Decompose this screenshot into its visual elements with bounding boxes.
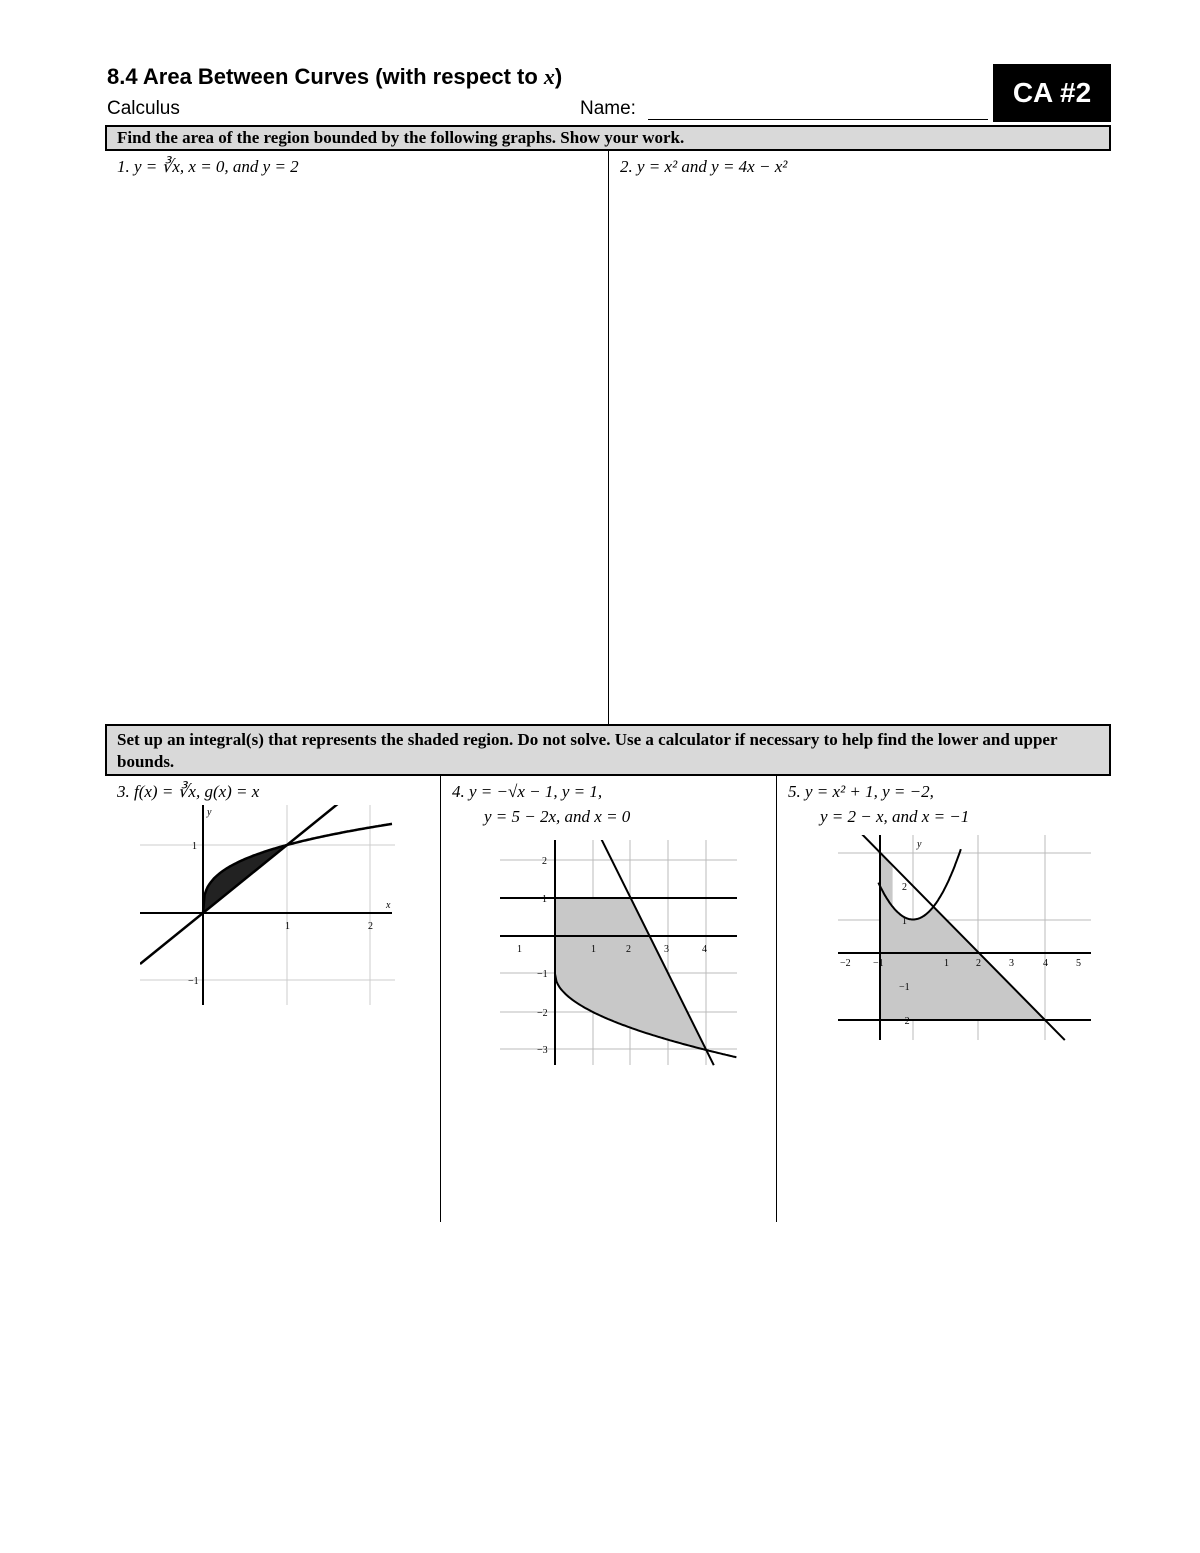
graph-5-ytick: 1 (902, 916, 907, 927)
graph-5 (835, 835, 1095, 1045)
problem-1: 1. y = ∛x, x = 0, and y = 2 (117, 157, 299, 176)
page-title: 8.4 Area Between Curves (with respect to x) (107, 64, 563, 89)
name-label: Name: (580, 98, 636, 119)
graph-4-ytick: −1 (537, 969, 548, 980)
graph-4-xtick: 1 (591, 944, 596, 955)
graph-4-xtick: 1 (517, 944, 522, 955)
graph-5-ytick: −1 (899, 982, 910, 993)
subject-label: Calculus (107, 98, 180, 119)
section2-instruction: Set up an integral(s) that represents the shaded region. Do not solve. Use a calculator if necessary to help find the lower and upper bounds. (105, 724, 1111, 776)
graph-4-xtick: 3 (664, 944, 669, 955)
assignment-badge: CA #2 (993, 64, 1111, 122)
graph-3-xtick-2: 2 (368, 921, 373, 932)
graph-5-xtick: 2 (976, 958, 981, 969)
problem-4-line2: y = 5 − 2x, and x = 0 (484, 807, 631, 826)
graph-4-xtick: 2 (626, 944, 631, 955)
graph-4-ytick: 1 (542, 894, 547, 905)
section1-instruction: Find the area of the region bounded by the following graphs. Show your work. (105, 125, 1111, 151)
graph-5-xtick: −1 (873, 958, 884, 969)
problem-5-line1: 5. y = x² + 1, y = −2, (788, 782, 934, 801)
problem-3: 3. f(x) = ∛x, g(x) = x (117, 782, 260, 801)
graph-3 (140, 805, 400, 1010)
graph-5-ytick: 2 (902, 882, 907, 893)
graph-5-xtick: 5 (1076, 958, 1081, 969)
section2-divider-left (440, 776, 441, 1222)
graph-4-xtick: 4 (702, 944, 707, 955)
graph-3-x-label: x (386, 900, 391, 911)
graph-3-xtick-1: 1 (285, 921, 290, 932)
graph-4-ytick: −3 (537, 1045, 548, 1056)
graph-5-ytick: −2 (899, 1016, 910, 1027)
section1-divider (608, 151, 609, 724)
graph-5-xtick: −2 (840, 958, 851, 969)
problem-5-line2: y = 2 − x, and x = −1 (820, 807, 970, 826)
name-field[interactable] (648, 119, 988, 120)
section2-divider-right (776, 776, 777, 1222)
graph-5-xtick: 3 (1009, 958, 1014, 969)
problem-2: 2. y = x² and y = 4x − x² (620, 157, 788, 176)
problem-4-line1: 4. y = −√x − 1, y = 1, (452, 782, 603, 801)
graph-3-line-g (140, 805, 392, 964)
graph-5-xtick: 1 (944, 958, 949, 969)
graph-3-ytick-1: 1 (192, 841, 197, 852)
graph-5-xtick: 4 (1043, 958, 1048, 969)
graph-3-ytick-neg1: −1 (188, 976, 199, 987)
graph-4-ytick: −2 (537, 1008, 548, 1019)
graph-3-y-label: y (207, 807, 212, 818)
graph-4 (495, 840, 740, 1070)
graph-5-y-label: y (917, 839, 922, 850)
graph-4-ytick: 2 (542, 856, 547, 867)
